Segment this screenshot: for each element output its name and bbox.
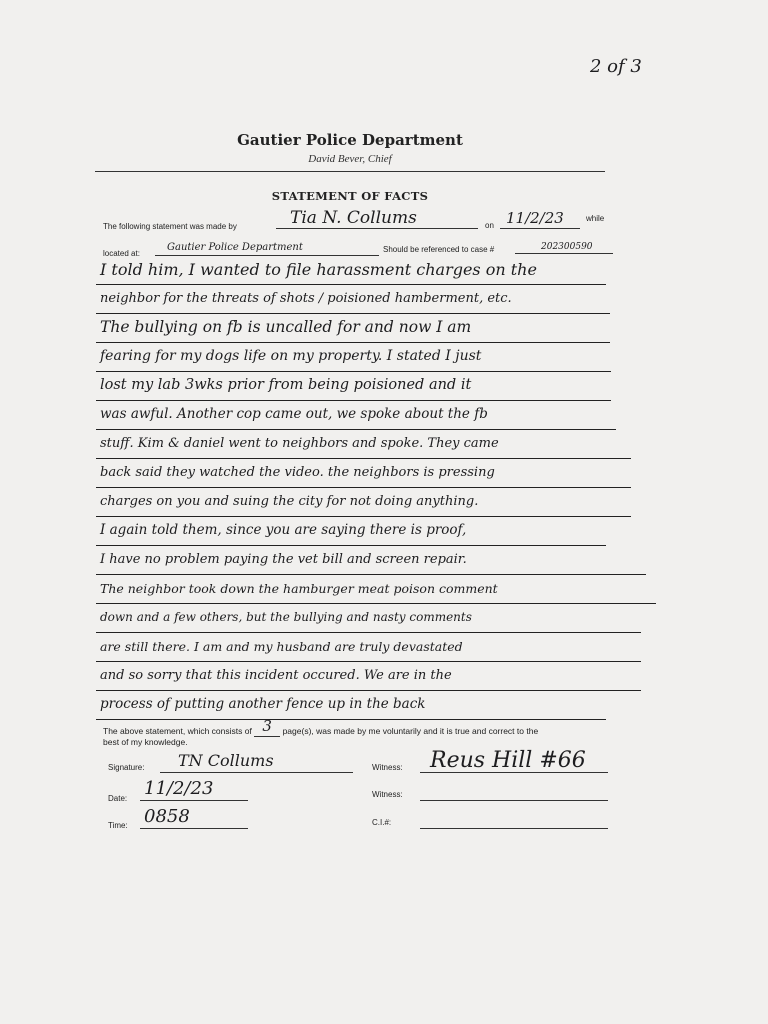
statement-line: lost my lab 3wks prior from being poisioned and it bbox=[96, 372, 611, 401]
witness1-label: Witness: bbox=[372, 763, 403, 772]
statement-line: process of putting another fence up in the back bbox=[96, 691, 606, 720]
signature-label: Signature: bbox=[108, 763, 145, 772]
attestation-line2: best of my knowledge. bbox=[103, 737, 188, 747]
header-rule bbox=[95, 171, 605, 172]
page-count-field[interactable] bbox=[254, 717, 280, 737]
case-number-value: 202300590 bbox=[541, 242, 593, 252]
statement-line: was awful. Another cop came out, we spoke about the fb bbox=[96, 401, 616, 430]
attestation-prefix: The above statement, which consists of bbox=[103, 726, 252, 736]
witness1-field[interactable] bbox=[420, 750, 608, 773]
signature-field[interactable] bbox=[160, 751, 353, 773]
located-label: located at: bbox=[103, 249, 140, 258]
form-title: STATEMENT OF FACTS bbox=[271, 189, 429, 203]
statement-line: down and a few others, but the bullying and nasty comments bbox=[96, 604, 641, 633]
statement-line: and so sorry that this incident occured. We are in the bbox=[96, 662, 641, 691]
made-by-field[interactable] bbox=[276, 208, 478, 229]
ci-field[interactable] bbox=[420, 814, 608, 829]
chief-name: David Bever, Chief bbox=[308, 153, 392, 165]
statement-date-value: 11/2/23 bbox=[506, 209, 564, 227]
attestation-suffix: page(s), was made by me voluntarily and it is true and correct to the bbox=[282, 726, 539, 736]
statement-line: neighbor for the threats of shots / poisioned hamberment, etc. bbox=[96, 285, 610, 314]
statement-line: I told him, I wanted to file harassment charges on the bbox=[96, 256, 606, 285]
statement-line: The neighbor took down the hamburger meat poison comment bbox=[96, 575, 656, 604]
statement-line: The bullying on fb is uncalled for and now I am bbox=[96, 314, 610, 343]
date-label: Date: bbox=[108, 794, 128, 803]
witness2-label: Witness: bbox=[372, 790, 403, 799]
while-label: while bbox=[586, 214, 605, 223]
statement-line: fearing for my dogs life on my property. I stated I just bbox=[96, 343, 611, 372]
case-number-field[interactable] bbox=[515, 242, 613, 254]
page-number: 2 of 3 bbox=[590, 56, 642, 77]
time-label: Time: bbox=[108, 821, 128, 830]
statement-line: I again told them, since you are saying there is proof, bbox=[96, 517, 606, 546]
statement-line: stuff. Kim & daniel went to neighbors and spoke. They came bbox=[96, 430, 631, 459]
attestation-text bbox=[103, 717, 539, 737]
time-field[interactable] bbox=[140, 806, 248, 829]
witness1-signature: Reus Hill #66 bbox=[430, 748, 586, 773]
statement-line: I have no problem paying the vet bill and screen repair. bbox=[96, 546, 646, 575]
statement-body bbox=[96, 256, 656, 716]
statement-line: are still there. I am and my husband are truly devastated bbox=[96, 633, 641, 662]
made-by-value: Tia N. Collums bbox=[290, 208, 417, 228]
made-by-label: The following statement was made by bbox=[103, 222, 237, 231]
case-label: Should be referenced to case # bbox=[383, 245, 495, 254]
statement-line: charges on you and suing the city for not doing anything. bbox=[96, 488, 631, 517]
time-value: 0858 bbox=[144, 806, 190, 827]
statement-line: back said they watched the video. the neighbors is pressing bbox=[96, 459, 631, 488]
signature-value: TN Collums bbox=[178, 751, 274, 770]
ci-label: C.I.#: bbox=[372, 818, 392, 827]
location-value: Gautier Police Department bbox=[167, 242, 303, 253]
date-value: 11/2/23 bbox=[144, 778, 214, 799]
witness2-field[interactable] bbox=[420, 786, 608, 801]
on-label: on bbox=[485, 221, 494, 230]
location-field[interactable] bbox=[155, 243, 379, 256]
date-field[interactable] bbox=[140, 778, 248, 801]
statement-date-field[interactable] bbox=[500, 209, 580, 229]
department-name: Gautier Police Department bbox=[237, 131, 463, 149]
page-count-value: 3 bbox=[262, 717, 272, 735]
